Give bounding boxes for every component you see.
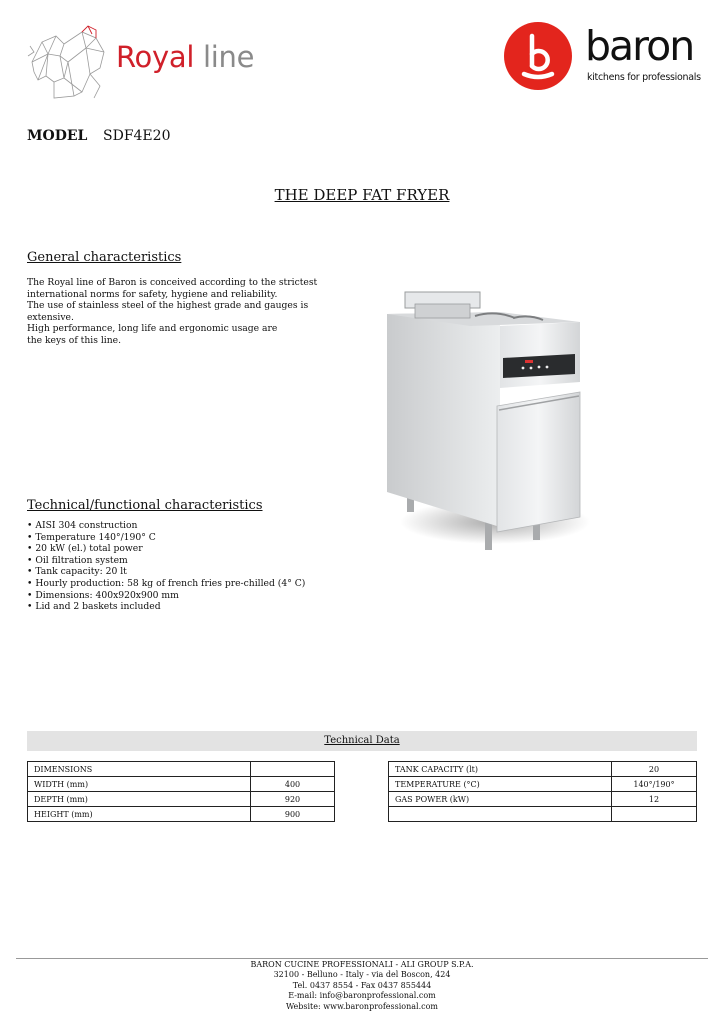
general-line: international norms for safety, hygiene and reliability.	[27, 288, 278, 300]
technical-characteristics-heading: Technical/functional characteristics	[27, 498, 263, 513]
table-cell: DIMENSIONS	[28, 762, 251, 777]
footer-address-line: 32100 - Belluno - Italy - via del Boscon, 424	[273, 970, 451, 980]
list-item: • Tank capacity: 20 lt	[27, 566, 127, 578]
footer-divider	[16, 958, 708, 959]
fryer-product-image	[375, 282, 590, 557]
footer-email-link[interactable]: E-mail: info@baronprofessional.com	[288, 991, 436, 1001]
list-item: • Dimensions: 400x920x900 mm	[27, 589, 179, 601]
royal-word: Royal	[116, 40, 195, 74]
general-line: the keys of this line.	[27, 334, 121, 346]
capacity-table	[388, 761, 697, 822]
table-row	[389, 792, 697, 807]
table-cell: HEIGHT (mm)	[28, 807, 251, 822]
footer-company: BARON CUCINE PROFESSIONALI - ALI GROUP S.P.A.	[250, 960, 474, 969]
table-cell: DEPTH (mm)	[28, 792, 251, 807]
table-cell	[389, 807, 612, 822]
footer-phone: Tel. 0437 8554 - Fax 0437 855444	[292, 980, 432, 990]
table-cell: 920	[251, 792, 335, 807]
table-cell: TEMPERATURE (°C)	[389, 777, 612, 792]
table-cell: WIDTH (mm)	[28, 777, 251, 792]
table-row	[389, 807, 697, 822]
general-characteristics-text	[27, 277, 327, 346]
list-item: • Hourly production: 58 kg of french fries pre-chilled (4° C)	[27, 577, 306, 589]
table-row	[389, 762, 697, 777]
table-row	[28, 777, 335, 792]
dimensions-table	[27, 761, 335, 822]
technical-characteristics-list	[27, 520, 305, 613]
table-cell	[612, 807, 697, 822]
baron-tagline: kitchens for professionals	[587, 72, 701, 83]
general-line: The use of stainless steel of the highest grade and gauges is	[27, 300, 309, 311]
table-row	[28, 762, 335, 777]
table-cell: TANK CAPACITY (lt)	[389, 762, 612, 777]
table-row	[28, 807, 335, 822]
footer-address	[0, 960, 724, 1012]
table-row	[389, 777, 697, 792]
table-cell: 20	[612, 762, 697, 777]
list-item: • Temperature 140°/190° C	[27, 531, 156, 543]
table-row	[28, 792, 335, 807]
list-item: • Lid and 2 baskets included	[27, 601, 161, 613]
list-item: • Oil filtration system	[27, 554, 128, 566]
product-title-text: THE DEEP FAT FRYER	[274, 186, 450, 204]
table-cell: 140°/190°	[612, 777, 697, 792]
list-item: • AISI 304 construction	[27, 520, 138, 531]
royal-line-wordmark	[116, 40, 254, 74]
footer-website-link[interactable]: Website: www.baronprofessional.com	[285, 1001, 439, 1011]
product-title	[0, 186, 724, 204]
general-line: extensive.	[27, 311, 74, 323]
table-cell: 400	[251, 777, 335, 792]
table-cell: GAS POWER (kW)	[389, 792, 612, 807]
general-line: High performance, long life and ergonomic usage are	[27, 323, 278, 334]
table-cell: 12	[612, 792, 697, 807]
line-word: line	[203, 40, 255, 74]
table-cell: 900	[251, 807, 335, 822]
list-item: • 20 kW (el.) total power	[27, 543, 143, 555]
table-cell	[251, 762, 335, 777]
technical-data-heading: Technical Data	[324, 735, 400, 746]
general-characteristics-heading: General characteristics	[27, 250, 182, 265]
model-label: MODEL	[27, 128, 88, 144]
model-value: SDF4E20	[103, 128, 171, 144]
baron-wordmark: baron	[585, 22, 694, 70]
general-line: The Royal line of Baron is conceived according to the strictest	[27, 277, 318, 288]
